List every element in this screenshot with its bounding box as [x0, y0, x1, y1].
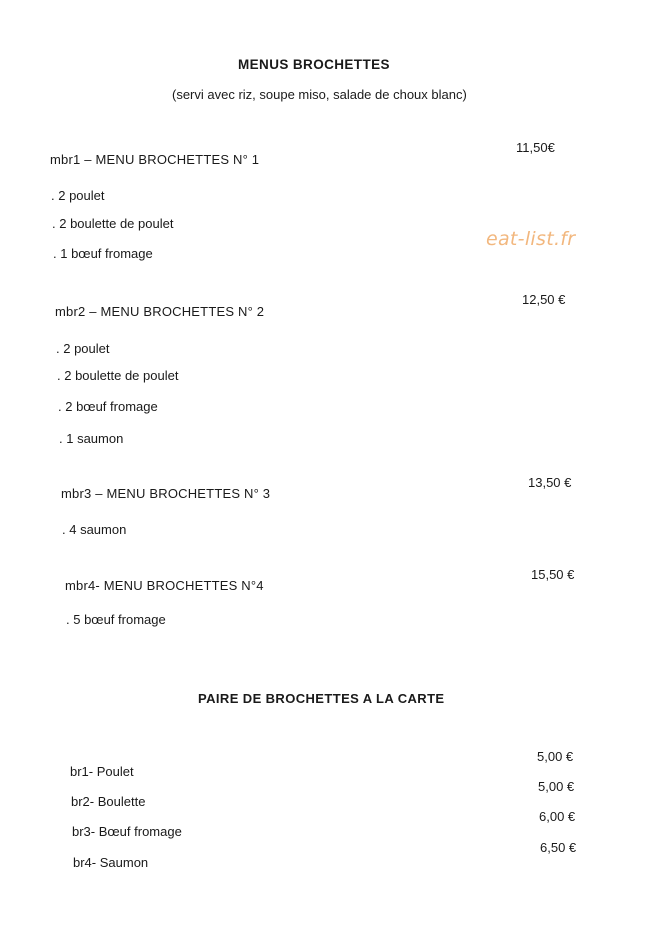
menu-2-item: . 1 saumon [59, 431, 124, 446]
menu-3-title: mbr3 – MENU BROCHETTES N° 3 [61, 486, 271, 501]
menu-4-title: mbr4- MENU BROCHETTES N°4 [65, 578, 264, 593]
menu-3-price: 13,50 € [528, 475, 572, 490]
carte-item-price: 6,50 € [540, 840, 577, 855]
menu-1-price: 11,50€ [516, 140, 555, 155]
page-subtitle: (servi avec riz, soupe miso, salade de choux blanc) [172, 87, 467, 102]
carte-item-price: 6,00 € [539, 809, 576, 824]
page-title: MENUS BROCHETTES [238, 57, 390, 72]
menu-2-price: 12,50 € [522, 292, 566, 307]
menu-2-title: mbr2 – MENU BROCHETTES N° 2 [55, 304, 265, 319]
carte-item-label: br2- Boulette [71, 794, 146, 809]
menu-2-item: . 2 bœuf fromage [58, 399, 158, 414]
menu-4-item: . 5 bœuf fromage [66, 612, 166, 627]
carte-title: PAIRE DE BROCHETTES A LA CARTE [198, 691, 445, 706]
watermark-logo: eat-list.fr [486, 228, 576, 250]
menu-3-item: . 4 saumon [62, 522, 127, 537]
menu-4-price: 15,50 € [531, 567, 575, 582]
menu-1-item: . 1 bœuf fromage [53, 246, 153, 261]
carte-item-label: br4- Saumon [73, 855, 149, 870]
menu-1-title: mbr1 – MENU BROCHETTES N° 1 [50, 152, 260, 167]
menu-1-item: . 2 boulette de poulet [52, 216, 174, 231]
menu-1-item: . 2 poulet [51, 188, 105, 203]
carte-item-label: br3- Bœuf fromage [72, 824, 182, 839]
menu-2-item: . 2 boulette de poulet [57, 368, 179, 383]
menu-2-item: . 2 poulet [56, 341, 110, 356]
carte-item-label: br1- Poulet [70, 764, 134, 779]
carte-item-price: 5,00 € [538, 779, 575, 794]
carte-item-price: 5,00 € [537, 749, 574, 764]
